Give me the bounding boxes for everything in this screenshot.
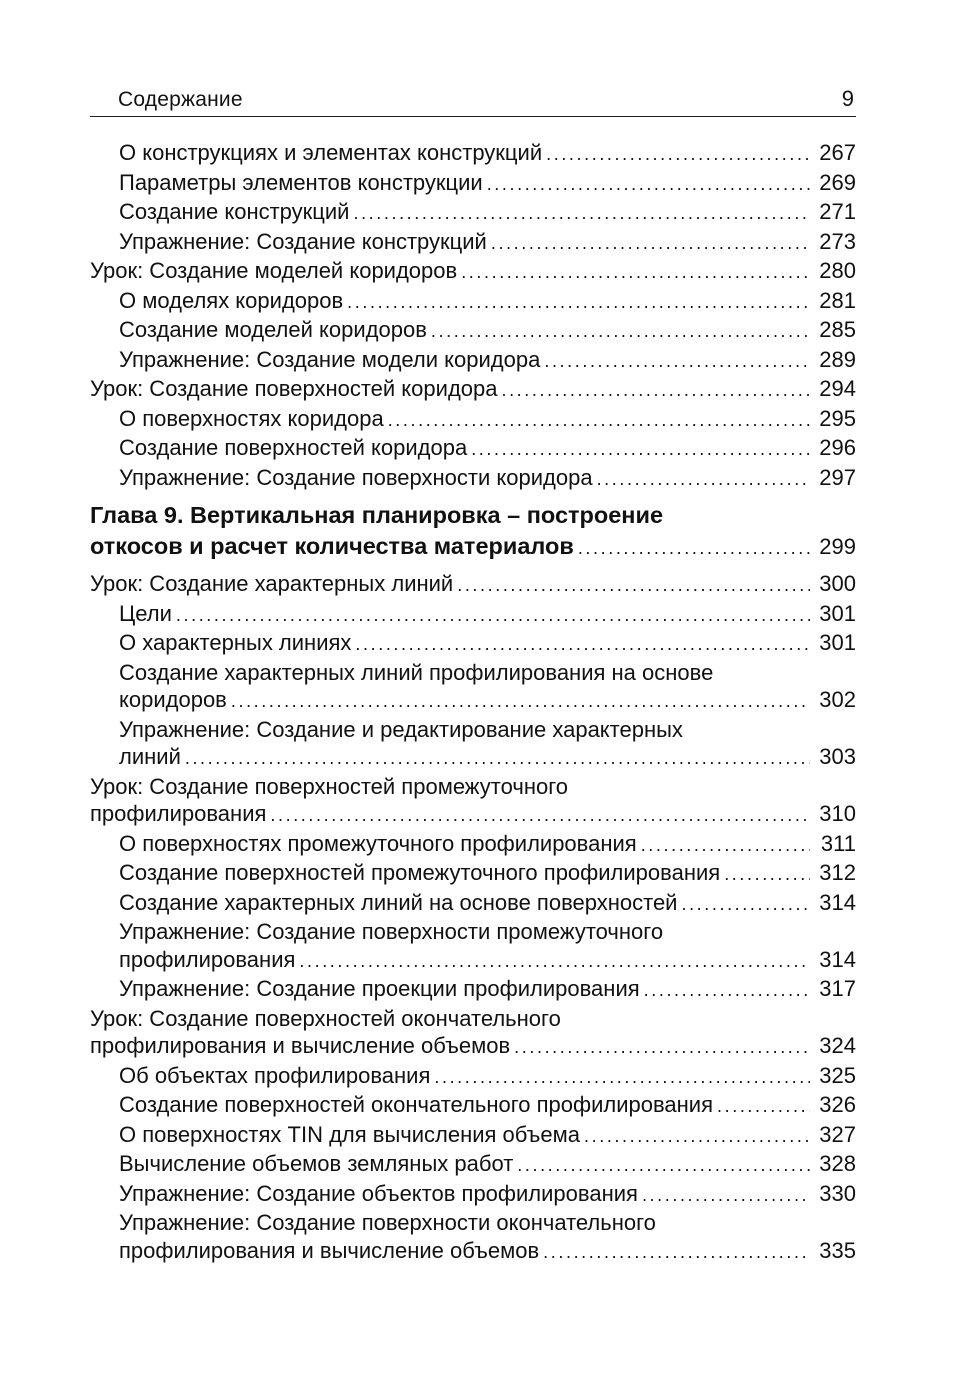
chapter-heading[interactable] <box>90 500 856 564</box>
toc-page-number: 335 <box>819 1237 856 1263</box>
toc-page-number: 289 <box>819 346 856 372</box>
toc-subentry[interactable] <box>90 316 856 346</box>
toc-entry-text: О поверхностях коридора <box>119 405 384 431</box>
toc-subentry[interactable] <box>90 600 856 630</box>
toc-entry-text: Урок: Создание поверхностей коридора <box>90 376 498 401</box>
toc-entry-text: профилирования <box>90 801 267 826</box>
dot-leader <box>185 745 810 773</box>
dot-leader <box>299 948 810 976</box>
dot-leader <box>461 259 810 287</box>
dot-leader <box>717 1093 810 1121</box>
toc-page-number: 300 <box>819 571 856 596</box>
toc-entry-text: Упражнение: Создание объектов профилирования <box>119 1180 638 1206</box>
toc-entry-row <box>119 464 856 494</box>
toc-entry-row <box>119 946 856 976</box>
toc-page-number: 295 <box>819 405 856 431</box>
toc-subentry[interactable] <box>90 629 856 659</box>
dot-leader <box>388 407 810 435</box>
toc-entry-row <box>119 198 856 228</box>
dot-leader <box>347 289 810 317</box>
toc-entry-text: линий <box>119 744 181 769</box>
toc-page-number: 280 <box>819 258 856 283</box>
toc-subentry[interactable] <box>90 1121 856 1151</box>
toc-subentry[interactable] <box>90 287 856 317</box>
toc-page-number: 314 <box>819 946 856 972</box>
dot-leader <box>514 1034 810 1062</box>
toc-entry-row <box>119 405 856 435</box>
toc-entry-row <box>119 1062 856 1092</box>
dot-leader <box>724 861 810 889</box>
dot-leader <box>270 802 810 830</box>
toc-entry-row <box>90 257 856 287</box>
toc-subentry[interactable] <box>90 1209 856 1266</box>
dot-leader <box>471 436 810 464</box>
toc-entry-text: Параметры элементов конструкции <box>119 169 483 195</box>
chapter-page-number: 299 <box>819 534 856 559</box>
toc-page-number: 301 <box>819 600 856 626</box>
toc-subentry[interactable] <box>90 346 856 376</box>
dot-leader <box>457 572 810 600</box>
toc-entry-text: О характерных линиях <box>119 630 352 655</box>
toc-page-number: 317 <box>819 976 856 1001</box>
toc-entry-row <box>119 434 856 464</box>
toc-entry-row <box>119 316 856 346</box>
toc-page-number: 327 <box>819 1121 856 1147</box>
toc-subentry[interactable] <box>90 859 856 889</box>
dot-leader <box>434 1064 810 1092</box>
dot-leader <box>431 318 810 346</box>
toc-section-top <box>90 139 856 493</box>
dot-leader <box>544 348 810 376</box>
chapter-title-line2: откосов и расчет количества материалов <box>90 533 574 559</box>
toc-entry-row <box>119 975 856 1005</box>
toc-subentry[interactable] <box>90 1062 856 1092</box>
toc-page-number: 267 <box>819 140 856 165</box>
toc-entry-row <box>119 1180 856 1210</box>
toc-page-number: 269 <box>819 169 856 195</box>
toc-page-number: 330 <box>819 1180 856 1206</box>
toc-entry-row <box>90 800 856 830</box>
toc-entry-text: Создание поверхностей коридора <box>119 435 468 460</box>
toc-page-number: 297 <box>819 464 856 490</box>
dot-leader <box>487 171 810 199</box>
page-number: 9 <box>841 86 854 111</box>
dot-leader <box>578 533 810 564</box>
toc-entry-text: Создание конструкций <box>119 199 350 224</box>
toc-lesson-entry[interactable] <box>90 773 856 830</box>
running-header <box>90 86 856 117</box>
toc-entry-row <box>90 1032 856 1062</box>
toc-entry-row <box>119 1237 856 1267</box>
chapter-title-line1: Глава 9. Вертикальная планировка – построение <box>90 502 664 528</box>
toc-page-number: 303 <box>819 744 856 769</box>
toc-entry-text: Урок: Создание моделей коридоров <box>90 258 458 283</box>
toc-entry-row <box>119 629 856 659</box>
toc-entry-text: Создание поверхностей промежуточного профилирования <box>119 860 721 885</box>
toc-subentry[interactable] <box>90 198 856 228</box>
dot-leader <box>353 200 810 228</box>
toc-entry-text: Упражнение: Создание модели коридора <box>119 346 541 372</box>
toc-entry-text: Урок: Создание характерных линий <box>90 571 454 596</box>
toc-lesson-entry[interactable] <box>90 375 856 405</box>
dot-leader <box>176 602 810 630</box>
toc-entry-text: коридоров <box>119 687 227 712</box>
toc-page-number: 325 <box>819 1062 856 1088</box>
toc-subentry[interactable] <box>90 228 856 258</box>
running-header-title: Содержание <box>118 88 243 111</box>
dot-leader <box>517 1152 810 1180</box>
dot-leader <box>355 631 810 659</box>
toc-lesson-entry[interactable] <box>90 570 856 600</box>
toc-entry-row <box>119 859 856 889</box>
toc-entry-text-line1: Создание характерных линий профилирования на основе <box>119 659 714 685</box>
toc-page-number: 273 <box>819 228 856 254</box>
toc-section-bottom <box>90 570 856 1266</box>
toc-entry-row <box>119 600 856 630</box>
toc-entry-text-line1: Упражнение: Создание поверхности окончательного <box>119 1210 656 1235</box>
toc-page-number: 294 <box>819 376 856 401</box>
toc-entry-text: Цели <box>119 600 172 626</box>
toc-page-number: 271 <box>819 199 856 224</box>
toc-entry-row <box>119 889 856 919</box>
toc-entry-row <box>119 1121 856 1151</box>
toc-entry-text: профилирования <box>119 946 296 972</box>
toc-entry-text: О конструкциях и элементах конструкций <box>119 140 543 165</box>
toc-page-number: 281 <box>819 287 856 313</box>
toc-subentry[interactable] <box>90 830 856 860</box>
toc-entry-text: Создание поверхностей окончательного профилирования <box>119 1092 714 1117</box>
toc-subentry[interactable] <box>90 1150 856 1180</box>
dot-leader <box>644 977 810 1005</box>
toc-subentry[interactable] <box>90 889 856 919</box>
toc-page-number: 296 <box>819 435 856 460</box>
toc-entry-row <box>90 570 856 600</box>
toc-entry-row <box>119 169 856 199</box>
toc-entry-text: Упражнение: Создание проекции профилирования <box>119 976 640 1001</box>
toc-page-number: 312 <box>819 860 856 885</box>
toc-subentry[interactable] <box>90 169 856 199</box>
toc-entry-text: Упражнение: Создание конструкций <box>119 228 487 254</box>
toc-page-number: 301 <box>819 630 856 655</box>
toc-entry-text: Создание характерных линий на основе поверхностей <box>119 889 678 915</box>
toc-subentry[interactable] <box>90 464 856 494</box>
toc-entry-text-line1: Упражнение: Создание поверхности промежуточного <box>119 919 664 944</box>
chapter-title-line2-row <box>90 531 856 564</box>
toc-lesson-entry[interactable] <box>90 257 856 287</box>
dot-leader <box>681 891 810 919</box>
toc-subentry[interactable] <box>90 139 856 169</box>
toc-entry-row <box>119 743 856 773</box>
dot-leader <box>491 230 810 258</box>
toc-subentry[interactable] <box>90 1091 856 1121</box>
toc-entry-text: О моделях коридоров <box>119 287 344 313</box>
toc-entry-text: О поверхностях промежуточного профилирования <box>119 830 637 856</box>
toc-entry-row <box>119 830 856 860</box>
toc-entry-text: О поверхностях TIN для вычисления объема <box>119 1121 581 1147</box>
toc-entry-text-line1: Урок: Создание поверхностей промежуточного <box>90 773 568 799</box>
dot-leader <box>642 1182 810 1210</box>
toc-entry-text-line1: Упражнение: Создание и редактирование характерных <box>119 716 683 742</box>
toc-entry-text-line1: Урок: Создание поверхностей окончательного <box>90 1005 561 1031</box>
toc-lesson-entry[interactable] <box>90 1005 856 1062</box>
toc-subentry[interactable] <box>90 716 856 773</box>
toc-entry-row <box>119 287 856 317</box>
dot-leader <box>543 1239 810 1267</box>
dot-leader <box>641 832 810 860</box>
dot-leader <box>501 377 810 405</box>
toc-entry-row <box>119 228 856 258</box>
toc-subentry[interactable] <box>90 975 856 1005</box>
toc-entry-row <box>119 139 856 169</box>
toc-page-number: 311 <box>820 830 856 856</box>
toc-subentry[interactable] <box>90 434 856 464</box>
toc-entry-text: профилирования и вычисление объемов <box>90 1033 511 1058</box>
toc-entry-row <box>90 375 856 405</box>
toc-entry-text: Вычисление объемов земляных работ <box>119 1151 514 1176</box>
dot-leader <box>231 688 810 716</box>
toc-page-number: 324 <box>819 1033 856 1058</box>
dot-leader <box>584 1123 810 1151</box>
toc-entry-row <box>119 346 856 376</box>
dot-leader <box>597 466 810 494</box>
toc-entry-text: Об объектах профилирования <box>119 1062 431 1088</box>
toc-page-number: 310 <box>819 801 856 826</box>
toc-subentry[interactable] <box>90 659 856 716</box>
toc-subentry[interactable] <box>90 405 856 435</box>
toc-entry-text: Упражнение: Создание поверхности коридора <box>119 464 593 490</box>
toc-subentry[interactable] <box>90 918 856 975</box>
toc-subentry[interactable] <box>90 1180 856 1210</box>
toc-entry-row <box>119 1150 856 1180</box>
toc-entry-text: профилирования и вычисление объемов <box>119 1237 540 1263</box>
toc-page-number: 285 <box>819 317 856 342</box>
toc-entry-row <box>119 1091 856 1121</box>
toc-entry-row <box>119 686 856 716</box>
dot-leader <box>546 141 810 169</box>
toc-entry-text: Создание моделей коридоров <box>119 317 427 342</box>
toc-page-number: 314 <box>819 889 856 915</box>
toc-page-number: 328 <box>819 1151 856 1176</box>
toc-page-number: 326 <box>819 1092 856 1117</box>
toc-page-number: 302 <box>819 687 856 712</box>
